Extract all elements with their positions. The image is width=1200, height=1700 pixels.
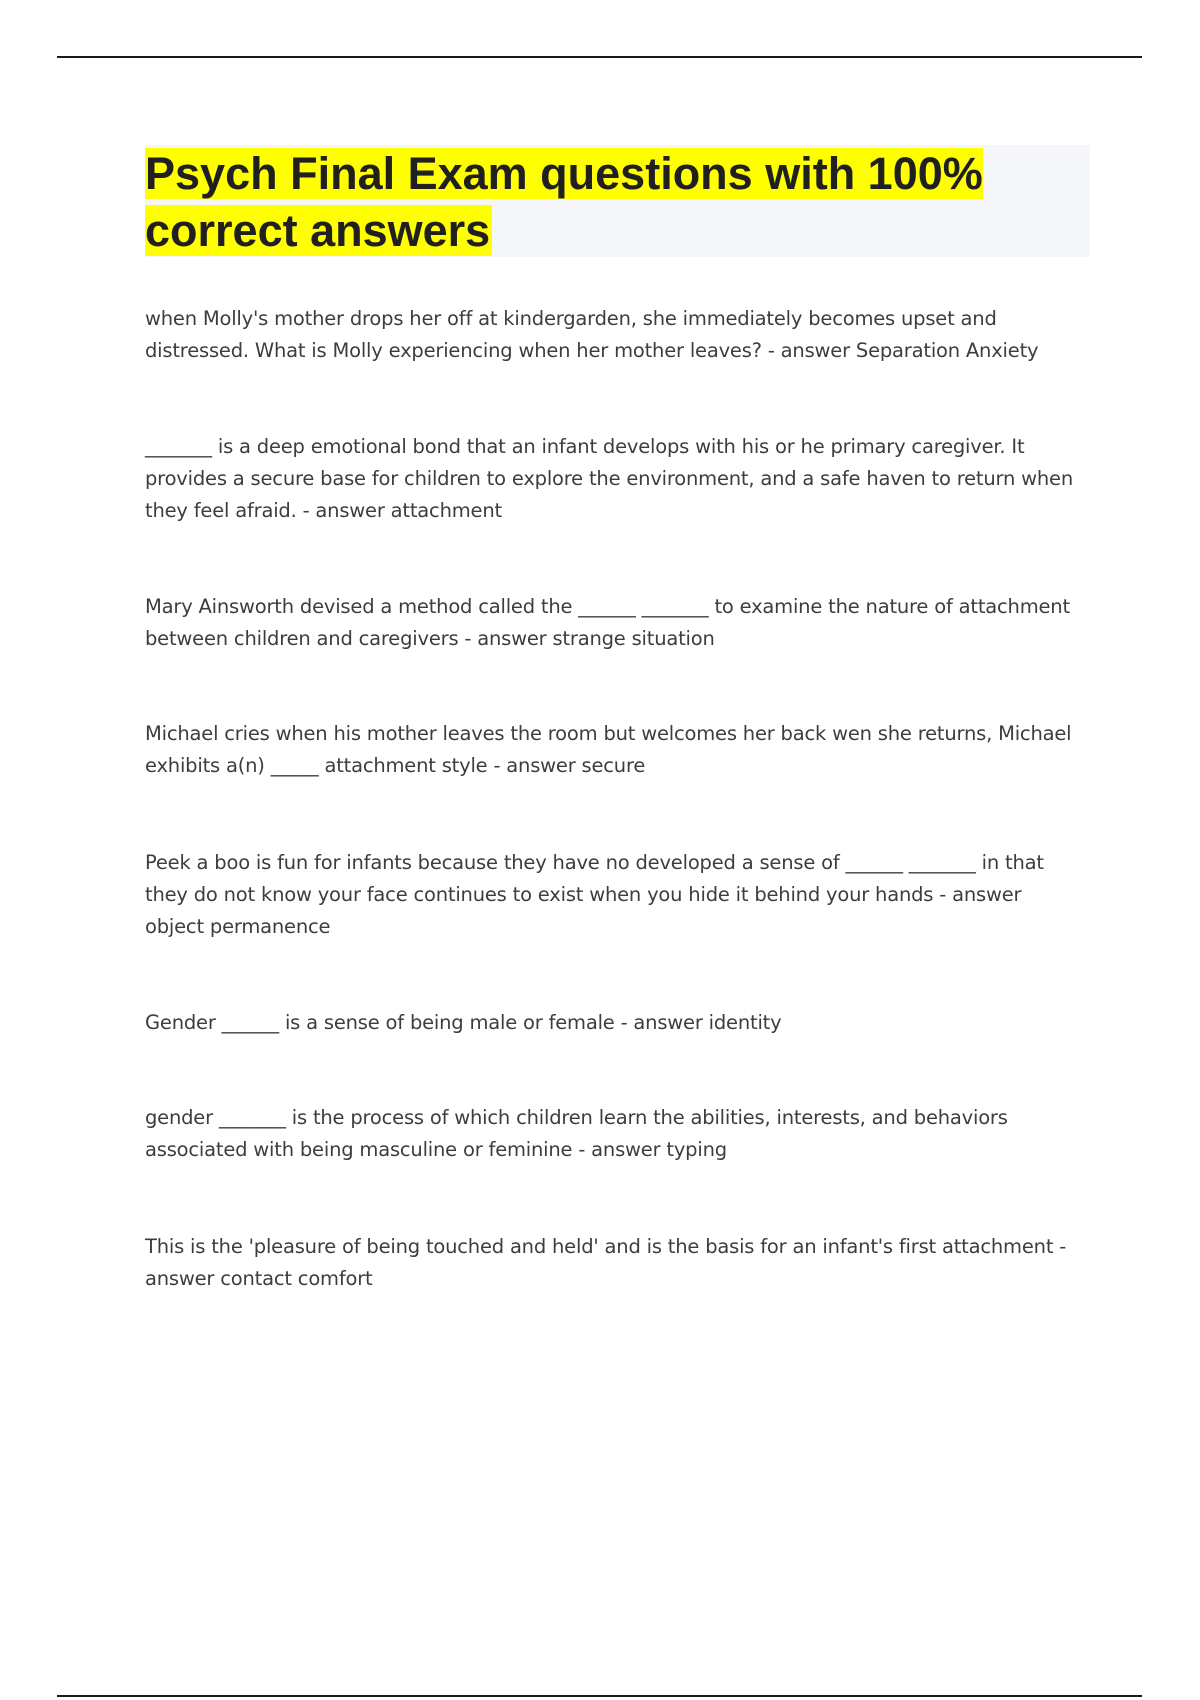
qa-item: Michael cries when his mother leaves the room but welcomes her back wen she returns, Michael exhibits a(n) _____ attachment style - answer secure bbox=[145, 722, 1072, 777]
qa-item: when Molly's mother drops her off at kindergarden, she immediately becomes upset and distressed. What is Molly experiencing when her mother leaves? - answer Separation Anxiety bbox=[145, 307, 1039, 362]
title-block bbox=[145, 145, 1090, 257]
qa-item: This is the 'pleasure of being touched and held' and is the basis for an infant's first attachment - answer contact comfort bbox=[145, 1235, 1067, 1290]
page-title bbox=[145, 145, 1090, 259]
qa-item: gender _______ is the process of which children learn the abilities, interests, and behaviors associated with being masculine or feminine - answer typing bbox=[145, 1106, 1008, 1161]
header-rule bbox=[57, 56, 1142, 58]
footer-rule bbox=[57, 1695, 1142, 1697]
qa-item: Peek a boo is fun for infants because they have no developed a sense of ______ _______ in that they do not know your face continues to exist when you hide it behind your hands - answer object permanence bbox=[145, 851, 1044, 938]
page-title-highlight: Psych Final Exam questions with 100% correct answers bbox=[145, 148, 983, 256]
qa-item: Gender ______ is a sense of being male or female - answer identity bbox=[145, 1011, 782, 1034]
qa-item: _______ is a deep emotional bond that an infant develops with his or he primary caregiver. It provides a secure base for children to explore the environment, and a safe haven to return when they feel afraid. - answer attachment bbox=[145, 435, 1074, 522]
qa-item: Mary Ainsworth devised a method called the ______ _______ to examine the nature of attachment between children and caregivers - answer strange situation bbox=[145, 595, 1070, 650]
